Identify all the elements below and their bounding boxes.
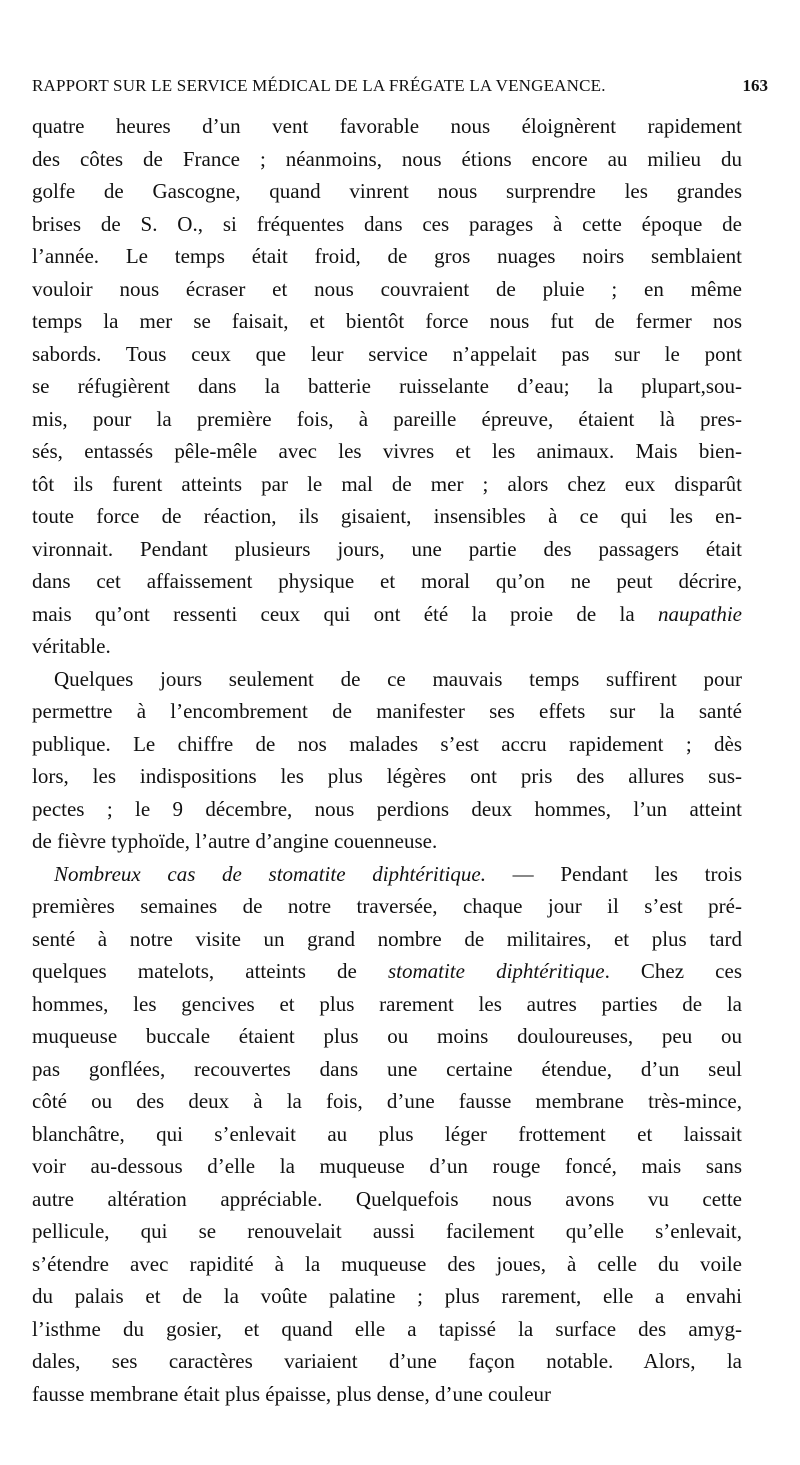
text-line xyxy=(32,1020,742,1053)
italic-text: stomatite diphtéritique xyxy=(387,959,605,983)
text-span: muqueuse buccale étaient plus ou moins douloureuses, peu ou xyxy=(32,1024,742,1048)
text-line xyxy=(32,1345,742,1378)
text-line xyxy=(32,663,742,696)
text-span: toute force de réaction, ils gisaient, insensibles à ce qui les en- xyxy=(32,504,742,528)
text-span: se réfugièrent dans la batterie ruisselante d’eau; la plupart,sou- xyxy=(32,374,742,398)
text-line xyxy=(32,793,742,826)
text-line xyxy=(32,630,742,663)
text-line xyxy=(32,728,742,761)
text-span: premières semaines de notre traversée, chaque jour il s’est pré- xyxy=(32,894,742,918)
text-span: mais qu’ont ressenti ceux qui ont été la proie de la xyxy=(32,601,658,626)
text-span: dans cet affaissement physique et moral qu’on ne peut décrire, xyxy=(32,569,742,593)
text-span: dales, ses caractères variaient d’une façon notable. Alors, la xyxy=(32,1349,742,1373)
text-line xyxy=(32,1248,742,1281)
text-span: quelques matelots, atteints de xyxy=(32,959,388,983)
text-span: . Chez ces xyxy=(604,959,742,983)
text-line xyxy=(32,598,742,631)
text-line xyxy=(32,1313,742,1346)
text-span: brises de S. O., si fréquentes dans ces parages à cette époque de xyxy=(32,211,742,236)
page-number: 163 xyxy=(742,76,768,95)
text-span: Quelques jours seulement de ce mauvais temps suffirent pour xyxy=(54,666,742,691)
text-span: voir au-dessous d’elle la muqueuse d’un rouge foncé, mais sans xyxy=(32,1154,742,1178)
body-text xyxy=(32,110,742,1410)
text-span: hommes, les gencives et plus rarement les autres parties de la xyxy=(32,991,742,1016)
text-line xyxy=(32,240,742,273)
text-span: sés, entassés pêle-mêle avec les vivres et les animaux. Mais bien- xyxy=(32,439,742,463)
text-span: l’année. Le temps était froid, de gros nuages noirs semblaient xyxy=(32,244,742,268)
text-line xyxy=(32,338,742,371)
text-line xyxy=(32,923,742,956)
text-line xyxy=(32,760,742,793)
text-span: permettre à l’encombrement de manifester ses effets sur la santé xyxy=(32,699,742,723)
text-span: vouloir nous écraser et nous couvraient de pluie ; en même xyxy=(32,276,742,301)
text-span: du palais et de la voûte palatine ; plus rarement, elle a envahi xyxy=(32,1284,742,1308)
text-line xyxy=(32,825,742,858)
text-line xyxy=(32,370,742,403)
text-span: — Pendant les trois xyxy=(485,861,742,886)
text-span: vironnait. Pendant plusieurs jours, une partie des passagers était xyxy=(32,536,742,561)
text-line xyxy=(32,1053,742,1086)
text-span: pectes ; le 9 décembre, nous perdions deux hommes, l’un atteint xyxy=(32,796,742,821)
text-line xyxy=(32,858,742,891)
text-span: pas gonflées, recouvertes dans une certaine étendue, d’un seul xyxy=(32,1056,742,1081)
text-line xyxy=(32,110,742,143)
text-line xyxy=(32,1150,742,1183)
text-span: quatre heures d’un vent favorable nous éloignèrent rapidement xyxy=(32,114,742,138)
text-line xyxy=(32,500,742,533)
text-span: s’étendre avec rapidité à la muqueuse des joues, à celle du voile xyxy=(32,1251,742,1276)
text-line xyxy=(32,403,742,436)
text-span: autre altération appréciable. Quelquefois nous avons vu cette xyxy=(32,1186,742,1211)
text-line xyxy=(32,435,742,468)
text-line xyxy=(32,208,742,241)
text-line xyxy=(32,890,742,923)
text-span: des côtes de France ; néanmoins, nous étions encore au milieu du xyxy=(32,146,742,171)
text-line xyxy=(32,988,742,1021)
running-head-title: RAPPORT SUR LE SERVICE MÉDICAL DE LA FRÉGATE LA VENGEANCE. xyxy=(32,76,606,95)
text-line xyxy=(32,1280,742,1313)
text-span: temps la mer se faisait, et bientôt force nous fut de fermer nos xyxy=(32,309,742,333)
text-line xyxy=(32,1118,742,1151)
text-span: blanchâtre, qui s’enlevait au plus léger frottement et laissait xyxy=(32,1121,742,1146)
text-line xyxy=(32,1378,742,1411)
text-line xyxy=(32,468,742,501)
text-line xyxy=(32,565,742,598)
text-line xyxy=(32,143,742,176)
text-line xyxy=(32,533,742,566)
text-span: pellicule, qui se renouvelait aussi facilement qu’elle s’enlevait, xyxy=(32,1219,742,1243)
text-line xyxy=(32,305,742,338)
text-span: golfe de Gascogne, quand vinrent nous surprendre les grandes xyxy=(32,179,742,203)
italic-text: naupathie xyxy=(658,601,742,626)
italic-text: Nombreux cas de stomatite diphtéritique. xyxy=(54,861,486,886)
text-span: l’isthme du gosier, et quand elle a tapissé la surface des amyg- xyxy=(32,1316,742,1341)
running-head xyxy=(32,76,768,102)
text-line xyxy=(32,1215,742,1248)
text-line xyxy=(32,695,742,728)
text-span: tôt ils furent atteints par le mal de mer ; alors chez eux disparût xyxy=(32,471,742,496)
text-span: senté à notre visite un grand nombre de militaires, et plus tard xyxy=(32,926,742,951)
text-span: mis, pour la première fois, à pareille épreuve, étaient là pres- xyxy=(32,406,742,431)
text-line xyxy=(32,175,742,208)
text-line xyxy=(32,273,742,306)
text-span: véritable. xyxy=(32,634,111,658)
text-line xyxy=(32,955,742,988)
text-line xyxy=(32,1183,742,1216)
text-span: sabords. Tous ceux que leur service n’appelait pas sur le pont xyxy=(32,341,742,366)
text-span: fausse membrane était plus épaisse, plus dense, d’une couleur xyxy=(32,1381,552,1406)
text-line xyxy=(32,1085,742,1118)
text-span: côté ou des deux à la fois, d’une fausse membrane très-mince, xyxy=(32,1089,742,1113)
text-span: publique. Le chiffre de nos malades s’est accru rapidement ; dès xyxy=(32,731,742,756)
text-span: de fièvre typhoïde, l’autre d’angine couenneuse. xyxy=(32,829,438,853)
text-span: lors, les indispositions les plus légères ont pris des allures sus- xyxy=(32,764,742,788)
